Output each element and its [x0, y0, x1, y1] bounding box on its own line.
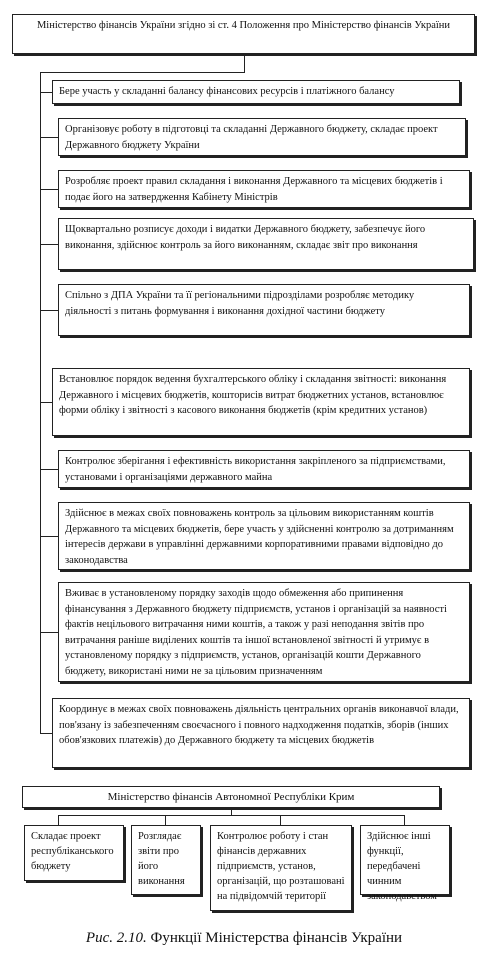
connector-function-4 — [40, 244, 58, 245]
crimea-function-box-2: Розглядає звіти про його виконання — [131, 825, 201, 895]
crimea-branch-up — [231, 808, 232, 816]
connector-function-5 — [40, 310, 58, 311]
connector-function-7 — [40, 469, 58, 470]
function-box-4: Щоквартально розписує доходи і видатки Державного бюджету, забезпечує його виконання, здійснює контроль за його виконанням, складає звіт про виконання — [58, 218, 474, 270]
function-box-5: Спільно з ДПА України та її регіональними підрозділами розробляє методику діяльності з питань формування і виконання дохідної частини бюджету — [58, 284, 470, 336]
crimea-function-box-3: Контролює роботу і стан фінансів державних підприємств, установ, організацій, що розташовані на підвідомчій території — [210, 825, 352, 911]
function-box-10: Координує в межах своїх повноважень діяльність центральних органів виконавчої влади, пов'язану із забезпеченням своєчасного і повного надходження податків, зборів (інших обов'язкових платежів) до Державного бюджету та місцевих бюджетів — [52, 698, 470, 768]
connector-function-8 — [40, 536, 58, 537]
function-box-2: Організовує роботу в підготовці та складанні Державного бюджету, складає проект Державного бюджету України — [58, 118, 466, 156]
figure-label: Рис. 2.10. — [85, 930, 147, 946]
crimea-function-box-4: Здійснює інші функції, передбачені чинним законодавством — [360, 825, 450, 895]
function-box-9: Вживає в установленому порядку заходів щодо обмеження або припинення фінансування з Державного бюджету підприємств, установ і організацій за наявності фактів нецільового витрачання ними коштів, а також у разі неподання звітів про витрачання раніше виділених коштів та іншої встановленої звітності й утримує в установленому порядку з підприємств, установ, організацій кошти Державного бюджету, використані ними не за цільовим призначенням — [58, 582, 470, 682]
connector-top — [244, 54, 245, 72]
figure-title: Функції Міністерства фінансів України — [150, 930, 403, 946]
function-box-3: Розробляє проект правил складання і виконання Державного та місцевих бюджетів і подає його на затвердження Кабінету Міністрів — [58, 170, 470, 208]
connector-function-6 — [40, 402, 52, 403]
crimea-ministry-box: Міністерство фінансів Автономної Республіки Крим — [22, 786, 440, 808]
crimea-branch-3 — [280, 815, 281, 825]
connector-function-10 — [40, 733, 52, 734]
connector-function-3 — [40, 189, 58, 190]
ministry-header-box: Міністерство фінансів України згідно зі ст. 4 Положення про Міністерство фінансів України — [12, 14, 475, 54]
crimea-branch-2 — [165, 815, 166, 825]
crimea-function-box-1: Складає проект республіканського бюджету — [24, 825, 124, 881]
function-box-7: Контролює зберігання і ефективність використання закріпленого за підприємствами, установами і організаціями державного майна — [58, 450, 470, 488]
function-box-6: Встановлює порядок ведення бухгалтерського обліку і складання звітності: виконання Державного і місцевих бюджетів, кошторисів витрат бюджетних установ, встановлює форми обліку і звітності з касового виконання бюджетів (крім кредитних установ) — [52, 368, 470, 436]
spine-left — [40, 72, 41, 734]
connector-top-horizontal — [40, 72, 245, 73]
figure-caption — [0, 930, 488, 947]
connector-function-2 — [40, 137, 58, 138]
function-box-1: Бере участь у складанні балансу фінансових ресурсів і платіжного балансу — [52, 80, 460, 104]
crimea-branch-4 — [404, 815, 405, 825]
function-box-8: Здійснює в межах своїх повноважень контроль за цільовим використанням коштів Державного та місцевих бюджетів, бере участь у здійсненні контролю за дотриманням інтересів держави в управлінні державними корпоративними правами відповідно до законодавства — [58, 502, 470, 570]
connector-function-1 — [40, 92, 52, 93]
crimea-branch-1 — [58, 815, 59, 825]
connector-function-9 — [40, 632, 58, 633]
